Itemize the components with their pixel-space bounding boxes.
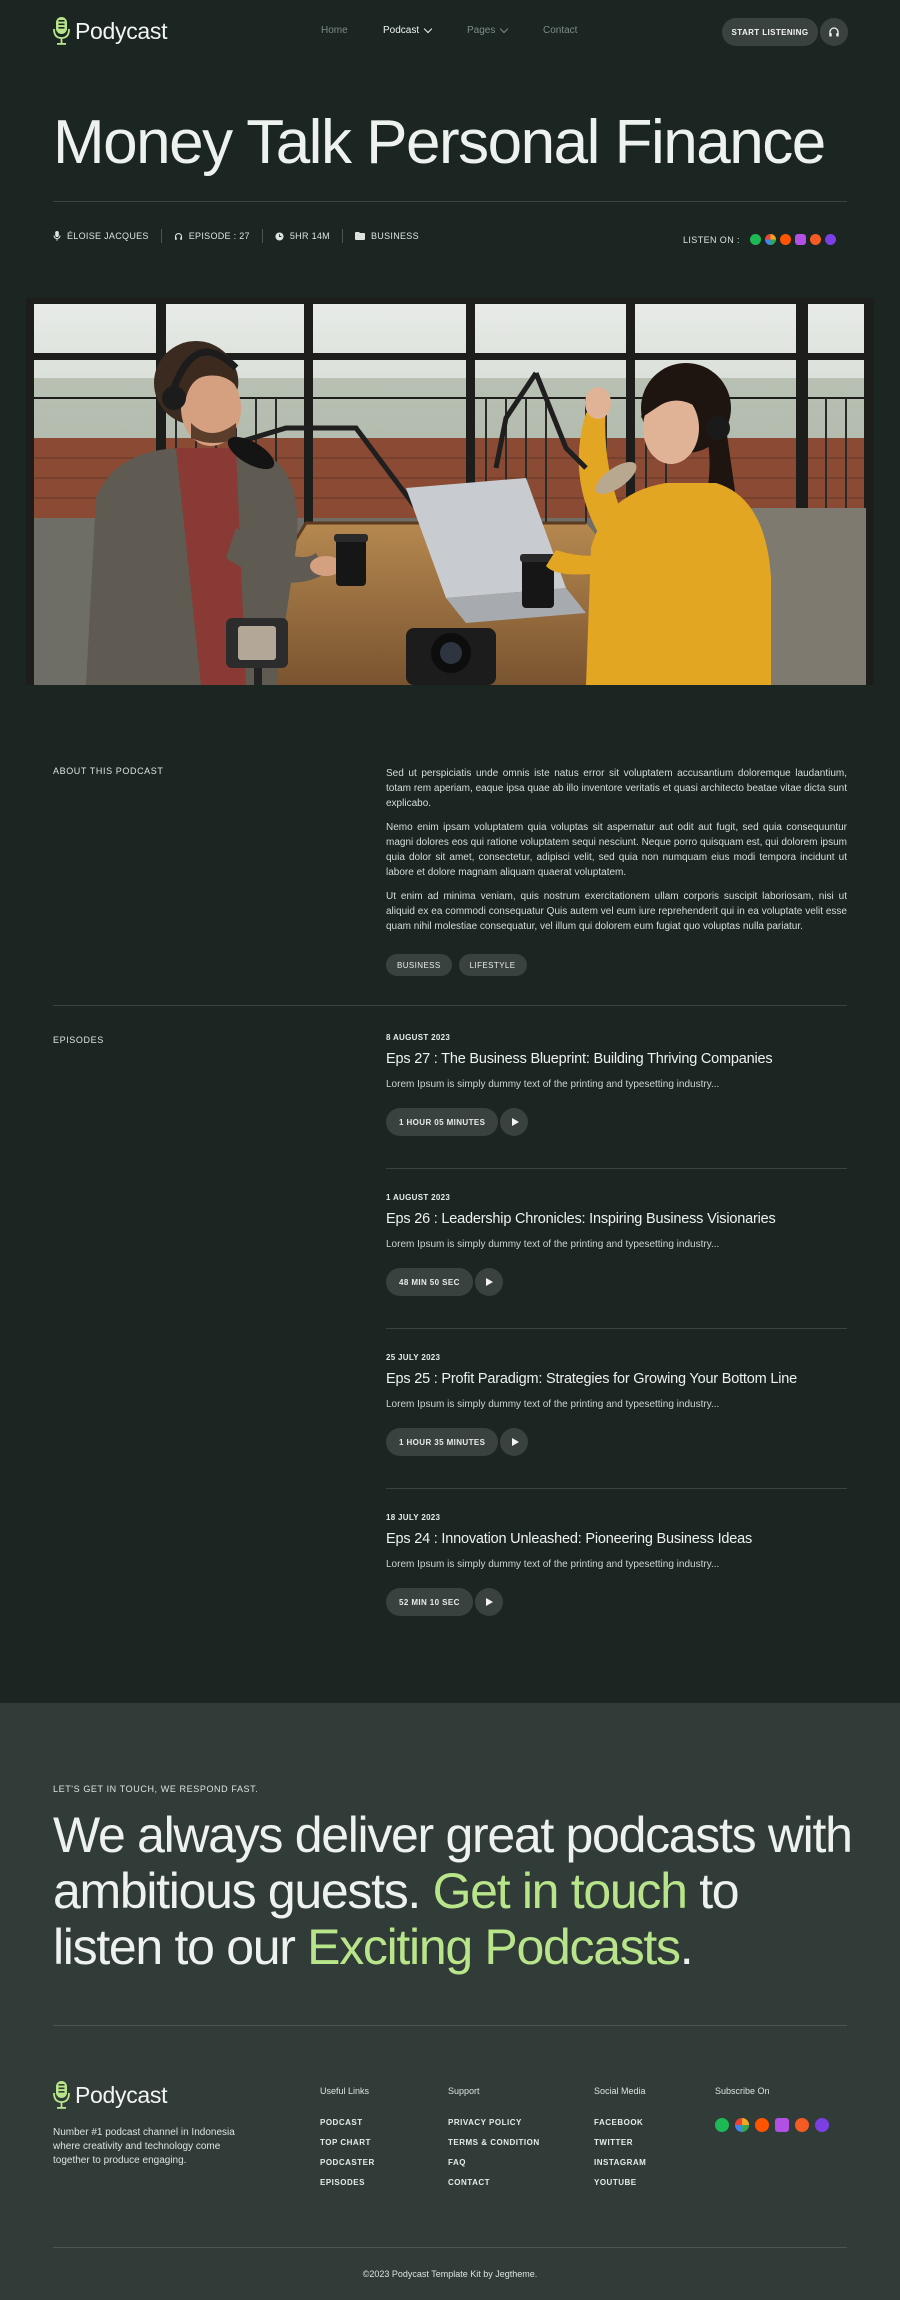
episode-title[interactable]: Eps 24 : Innovation Unleashed: Pioneering Business Ideas — [386, 1531, 753, 1547]
about-text — [386, 766, 847, 943]
meta-host — [53, 229, 161, 243]
episode-title[interactable]: Eps 26 : Leadership Chronicles: Inspiring Business Visionaries — [386, 1211, 776, 1227]
meta-duration — [262, 229, 342, 243]
listen-on — [683, 234, 836, 245]
about-label: ABOUT THIS PODCAST — [53, 766, 164, 776]
episode-date: 8 AUGUST 2023 — [386, 1033, 451, 1042]
apple-podcasts-icon[interactable] — [775, 2118, 789, 2132]
episode-controls — [386, 1108, 847, 1136]
podcast-meta — [53, 229, 431, 243]
episode-date: 25 JULY 2023 — [386, 1353, 441, 1362]
footer-link-privacy-policy[interactable]: PRIVACY POLICY — [448, 2118, 522, 2127]
episode-number: EPISODE : 27 — [188, 231, 250, 241]
footer-link-episodes[interactable]: EPISODES — [320, 2178, 365, 2187]
episode-date: 1 AUGUST 2023 — [386, 1193, 451, 1202]
episodes-label: EPISODES — [53, 1035, 104, 1045]
episode-item[interactable] — [386, 1353, 847, 1456]
spotify-icon[interactable] — [750, 234, 761, 245]
play-icon — [512, 1438, 519, 1446]
nav-home-label: Home — [321, 25, 348, 36]
play-button[interactable] — [500, 1428, 528, 1456]
episode-description: Lorem Ipsum is simply dummy text of the printing and typesetting industry... — [386, 1079, 720, 1090]
footer-logo[interactable] — [53, 2081, 167, 2109]
episode-controls — [386, 1268, 847, 1296]
episode-title[interactable]: Eps 25 : Profit Paradigm: Strategies for Growing Your Bottom Line — [386, 1371, 797, 1387]
footer-link-facebook[interactable]: FACEBOOK — [594, 2118, 644, 2127]
microphone-logo-icon — [53, 17, 70, 45]
episode-controls — [386, 1428, 847, 1456]
episode-item[interactable] — [386, 1193, 847, 1296]
category-name[interactable]: BUSINESS — [370, 231, 419, 241]
footer-link-podcaster[interactable]: PODCASTER — [320, 2158, 375, 2167]
about-paragraph: Sed ut perspiciatis unde omnis iste natus error sit voluptatem accusantium doloremque laudantium, totam rem aperiam, eaque ipsa quae ab illo inventore veritatis et quasi architecto beatae vitae dicta sunt explicabo. — [386, 768, 847, 809]
logo-text: Podycast — [75, 17, 168, 44]
play-button[interactable] — [475, 1588, 503, 1616]
footer-column-title: Subscribe On — [715, 2086, 770, 2096]
host-name: ÉLOISE JACQUES — [67, 231, 149, 241]
episode-item[interactable] — [386, 1513, 847, 1616]
microphone-logo-icon — [53, 2081, 70, 2109]
episode-divider — [386, 1328, 847, 1329]
footer-link-twitter[interactable]: TWITTER — [594, 2138, 634, 2147]
podcast-title: Money Talk Personal Finance — [53, 108, 825, 177]
footer-link-contact[interactable]: CONTACT — [448, 2178, 491, 2187]
tag-business[interactable]: BUSINESS — [386, 954, 452, 976]
soundcloud-icon[interactable] — [780, 234, 791, 245]
footer-description: Number #1 podcast channel in Indonesia where creativity and technology come together to produce engaging. — [53, 2127, 235, 2166]
copyright: ©2023 Podycast Template Kit by Jegtheme. — [362, 2269, 538, 2279]
clock-icon — [275, 232, 284, 241]
episode-duration: 1 HOUR 05 MINUTES — [386, 1108, 498, 1136]
episode-divider — [386, 1168, 847, 1169]
spotify-icon[interactable] — [715, 2118, 729, 2132]
headphones-button[interactable] — [820, 18, 848, 46]
hero-image — [26, 298, 874, 685]
footer-support — [448, 2086, 540, 2198]
podcast-addict-icon[interactable] — [825, 234, 836, 245]
total-duration: 5HR 14M — [289, 231, 330, 241]
tag-lifestyle[interactable]: LIFESTYLE — [459, 954, 527, 976]
episode-date: 18 JULY 2023 — [386, 1513, 441, 1522]
logo[interactable] — [53, 17, 167, 45]
play-button[interactable] — [475, 1268, 503, 1296]
contact-kicker: LET'S GET IN TOUCH, WE RESPOND FAST. — [53, 1784, 259, 1794]
footer-subscribe — [715, 2086, 829, 2132]
nav-contact-label: Contact — [543, 25, 578, 36]
footer-social-media — [594, 2086, 646, 2198]
listen-on-label: LISTEN ON : — [683, 234, 740, 245]
play-icon — [486, 1278, 493, 1286]
footer-useful-links — [320, 2086, 375, 2198]
episode-duration: 48 MIN 50 SEC — [386, 1268, 473, 1296]
play-button[interactable] — [500, 1108, 528, 1136]
get-in-touch-link[interactable]: Get in touch — [432, 1863, 687, 1919]
play-icon — [512, 1118, 519, 1126]
contact-headline — [53, 1807, 853, 1975]
footer-link-terms[interactable]: TERMS & CONDITION — [448, 2138, 540, 2147]
footer-link-faq[interactable]: FAQ — [448, 2158, 466, 2167]
about-paragraph: Ut enim ad minima veniam, quis nostrum exercitationem ullam corporis suscipit laboriosam, nisi ut aliquid ex ea commodi consequatur Quis autem vel eum iure reprehenderit qui in ea voluptate velit esse quam nihil molestiae consequatur, vel illum qui dolorem eum fugiat quo voluptas nulla pariatur. — [386, 891, 847, 932]
episode-duration: 1 HOUR 35 MINUTES — [386, 1428, 498, 1456]
headline-period: . — [679, 1919, 693, 1975]
castbox-icon[interactable] — [810, 234, 821, 245]
footer-column-title: Useful Links — [320, 2086, 370, 2096]
meta-episode — [161, 229, 262, 243]
episode-description: Lorem Ipsum is simply dummy text of the printing and typesetting industry... — [386, 1559, 720, 1570]
about-paragraph: Nemo enim ipsam voluptatem quia voluptas sit aspernatur aut odit aut fugit, sed quia consequuntur magni dolores eos qui ratione voluptatem sequi nesciunt. Neque porro quisquam est, qui dolorem ipsum quia dolor sit amet, consectetur, adipisci velit, sed quia non numquam eius modi tempora incidunt ut labore et dolore magnam aliquam quaerat voluptatem. — [386, 822, 847, 878]
footer-link-instagram[interactable]: INSTAGRAM — [594, 2158, 647, 2167]
start-listening-button[interactable]: START LISTENING — [722, 18, 818, 46]
footer-link-youtube[interactable]: YOUTUBE — [594, 2178, 637, 2187]
episode-duration: 52 MIN 10 SEC — [386, 1588, 473, 1616]
exciting-podcasts-link[interactable]: Exciting Podcasts — [307, 1919, 680, 1975]
nav-pages-label: Pages — [467, 25, 496, 36]
google-podcasts-icon[interactable] — [735, 2118, 749, 2132]
meta-category — [342, 229, 431, 243]
divider — [53, 2247, 847, 2248]
play-icon — [486, 1598, 493, 1606]
divider — [53, 1005, 847, 1006]
subscribe-platforms — [715, 2118, 829, 2132]
divider — [53, 201, 847, 202]
microphone-icon — [53, 231, 61, 241]
castbox-icon[interactable] — [795, 2118, 809, 2132]
episode-item[interactable] — [386, 1033, 847, 1136]
headline-text: We always deliver great podcasts with ambitious guests. — [53, 1807, 852, 1919]
nav-contact[interactable] — [543, 25, 577, 36]
folder-icon — [355, 232, 365, 240]
headline-text: to listen to our — [53, 1863, 739, 1975]
headphones-icon — [174, 232, 183, 241]
nav-home[interactable] — [321, 25, 348, 36]
episode-title[interactable]: Eps 27 : The Business Blueprint: Building Thriving Companies — [386, 1051, 773, 1067]
soundcloud-icon[interactable] — [755, 2118, 769, 2132]
tag-list — [386, 954, 527, 976]
nav-pages[interactable] — [467, 25, 507, 36]
divider — [53, 2025, 847, 2026]
episode-description: Lorem Ipsum is simply dummy text of the printing and typesetting industry... — [386, 1239, 720, 1250]
nav-podcast[interactable] — [383, 25, 431, 36]
nav-podcast-label: Podcast — [383, 25, 420, 36]
podcast-addict-icon[interactable] — [815, 2118, 829, 2132]
chevron-down-icon — [424, 25, 432, 33]
google-podcasts-icon[interactable] — [765, 234, 776, 245]
footer-logo-text: Podycast — [75, 2081, 168, 2108]
chevron-down-icon — [500, 25, 508, 33]
site-header — [0, 0, 900, 64]
episode-description: Lorem Ipsum is simply dummy text of the printing and typesetting industry... — [386, 1399, 720, 1410]
footer-link-podcast[interactable]: PODCAST — [320, 2118, 363, 2127]
footer-column-title: Support — [448, 2086, 480, 2096]
episode-divider — [386, 1488, 847, 1489]
footer-link-top-chart[interactable]: TOP CHART — [320, 2138, 371, 2147]
apple-podcasts-icon[interactable] — [795, 234, 806, 245]
contact-section — [0, 1703, 900, 2300]
footer-column-title: Social Media — [594, 2086, 646, 2096]
episode-controls — [386, 1588, 847, 1616]
headphones-icon — [828, 26, 840, 38]
